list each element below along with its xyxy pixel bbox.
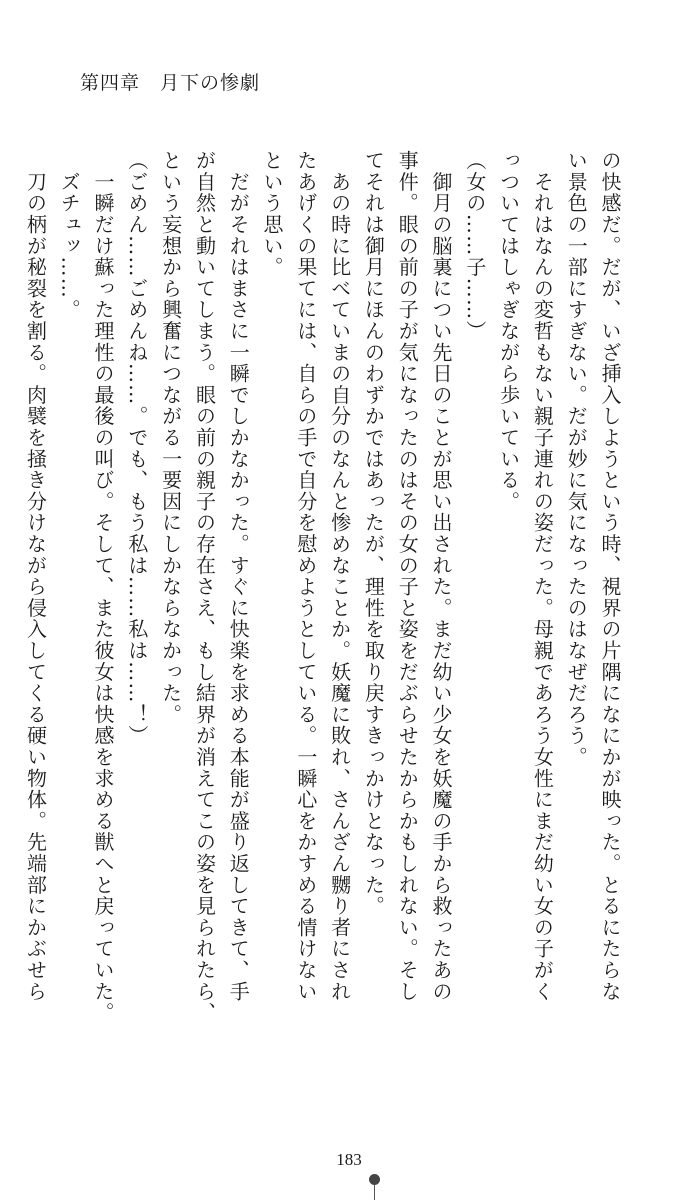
text-line: という妄想から興奮につながる一要因にしかならなかった。 bbox=[158, 150, 183, 726]
text-line: 御月の脳裏につい先日のことが思い出された。まだ幼い少女を妖魔の手から救ったあの bbox=[429, 150, 454, 1002]
text-line: 事件。眼の前の子が気になったのはその女の子と姿をだぶらせたからかもしれない。そし bbox=[395, 150, 420, 1002]
page-marker-dot bbox=[369, 1174, 380, 1185]
text-line: が自然と動いてしまう。眼の前の親子の存在さえ、もし結界が消えてこの姿を見られたら、 bbox=[192, 150, 217, 1024]
text-line: それはなんの変哲もない親子連れの姿だった。母親であろう女性にまだ幼い女の子がく bbox=[530, 150, 555, 1002]
text-line: てそれは御月にほんのわずかではあったが、理性を取り戻すきっかけとなった。 bbox=[361, 150, 386, 917]
text-line: たあげくの果てには、自らの手で自分を慰めようとしている。一瞬心をかすめる情けない bbox=[293, 150, 318, 1002]
text-line: 刀の柄が秘裂を割る。肉襞を掻き分けながら侵入してくる硬い物体。先端部にかぶせら bbox=[23, 150, 48, 1002]
text-line: という思い。 bbox=[260, 150, 285, 278]
text-line: 一瞬だけ蘇った理性の最後の叫び。そして、また彼女は快感を求める獣へと戻っていた。 bbox=[91, 150, 116, 1024]
text-line: ズチュッ……。 bbox=[57, 150, 82, 321]
text-line: の快感だ。だが、いざ挿入しようという時、視界の片隅になにかが映った。とるにたらな bbox=[598, 150, 622, 1002]
text-line: だがそれはまさに一瞬でしかなかった。すぐに快楽を求める本能が盛り返してきて、手 bbox=[226, 150, 251, 1002]
text-line: あの時に比べていまの自分のなんと惨めなことか。妖魔に敗れ、さんざん嬲り者にされ bbox=[327, 150, 352, 1002]
text-line: っついてはしゃぎながら歩いている。 bbox=[496, 150, 521, 513]
text-line: い景色の一部にすぎない。だが妙に気になったのはなぜだろう。 bbox=[564, 150, 589, 768]
vertical-text-body bbox=[18, 150, 626, 1024]
page-number: 183 bbox=[336, 1150, 362, 1169]
text-line: （ごめん……ごめんね……。でも、もう私は……私は……！） bbox=[124, 150, 149, 747]
chapter-title: 第四章 月下の惨劇 bbox=[80, 72, 261, 94]
text-line: （女の……子……） bbox=[462, 150, 487, 342]
